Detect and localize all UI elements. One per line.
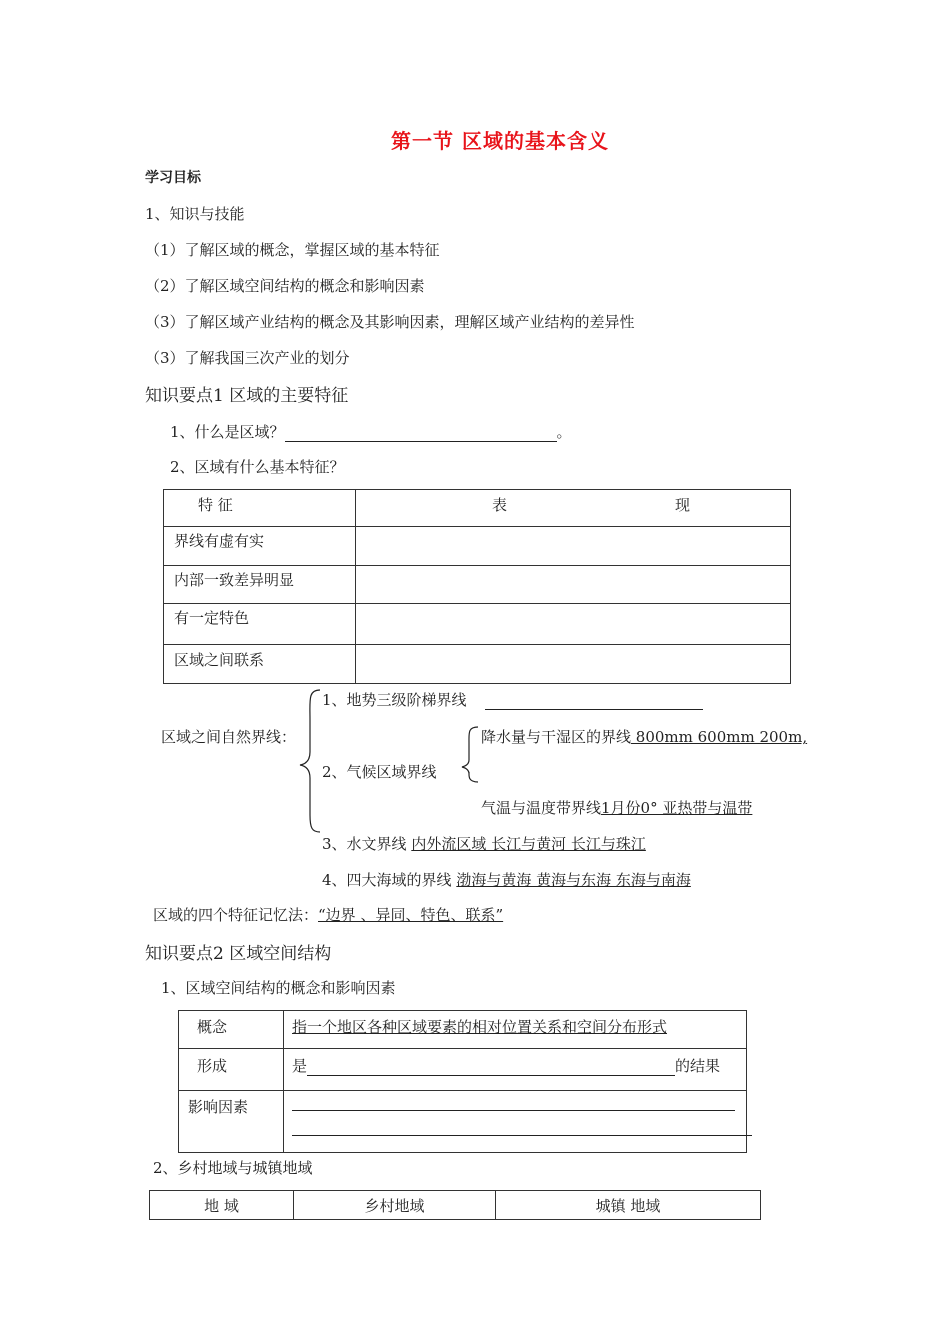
spatial-structure-table	[178, 1010, 747, 1153]
feature-cell: 有一定特色	[164, 604, 356, 645]
kp2-question-2: 2、乡村地域与城镇地域	[153, 1159, 313, 1177]
feature-cell: 内部一致差异明显	[164, 566, 356, 604]
climate-brace	[462, 727, 478, 782]
kp1-q1-end: 。	[556, 423, 572, 441]
concept-label: 概念	[179, 1011, 284, 1049]
boundary-2b	[481, 797, 752, 818]
boundary-4	[322, 869, 691, 890]
feature-cell: 区域之间联系	[164, 645, 356, 684]
region-compare-table	[149, 1190, 761, 1220]
header-urban: 城镇 地域	[496, 1191, 761, 1220]
boundary-3-label: 3、水文界线	[322, 835, 412, 853]
feature-cell: 界线有虚有实	[164, 527, 356, 566]
boundary-3-value: 内外流区域 长江与黄河 长江与珠江	[411, 835, 646, 853]
goals-heading: 学习目标	[145, 170, 201, 186]
kp1-question-2: 2、区域有什么基本特征？	[170, 458, 345, 476]
boundary-4-value: 渤海与黄海 黄海与东海 东海与南海	[456, 871, 691, 889]
header-show-1: 表	[492, 496, 508, 514]
answer-line[interactable]	[292, 1135, 752, 1136]
formation-prefix: 是	[292, 1057, 308, 1075]
boundary-2b-label: 气温与温度带界线	[481, 799, 602, 817]
boundary-2b-value: 1月份0° 亚热带与温带	[601, 799, 753, 817]
boundary-1	[322, 689, 703, 710]
kp1-heading: 知识要点1 区域的主要特征	[145, 386, 349, 406]
left-brace	[300, 690, 320, 832]
boundary-2a	[481, 726, 807, 747]
memo-line	[153, 904, 503, 925]
section1-heading: 1、知识与技能	[145, 205, 245, 223]
boundaries-label: 区域之间自然界线：	[161, 728, 297, 746]
memo-value: “边界 、异同、特色、联系”	[318, 906, 504, 924]
memo-label: 区域的四个特征记忆法：	[153, 906, 319, 924]
formation-suffix: 的结果	[675, 1057, 721, 1075]
boundary-2: 2、气候区域界线	[322, 763, 437, 781]
concept-value: 指一个地区各种区域要素的相对位置关系和空间分布形式	[292, 1018, 668, 1036]
goal-item: （3）了解区域产业结构的概念及其影响因素，理解区域产业结构的差异性	[145, 313, 635, 331]
goal-item: （2）了解区域空间结构的概念和影响因素	[145, 277, 425, 295]
concept-value-cell	[284, 1011, 747, 1049]
formation-cell	[284, 1049, 747, 1091]
header-feature: 特 征	[164, 490, 356, 527]
boundary-3	[322, 833, 646, 854]
factors-label: 影响因素	[179, 1091, 284, 1153]
boundary-1-text: 1、地势三级阶梯界线	[322, 691, 467, 709]
answer-line[interactable]	[292, 1110, 735, 1111]
header-rural: 乡村地域	[294, 1191, 496, 1220]
header-region: 地 域	[150, 1191, 294, 1220]
kp2-heading: 知识要点2 区域空间结构	[145, 944, 332, 964]
boundary-4-label: 4、四大海域的界线	[322, 871, 457, 889]
factors-cell	[284, 1091, 747, 1153]
goal-item: （1）了解区域的概念，掌握区域的基本特征	[145, 241, 440, 259]
boundary-2a-label: 降水量与干湿区的界线	[481, 728, 632, 746]
formation-label: 形成	[179, 1049, 284, 1091]
header-show-2: 现	[675, 496, 691, 514]
page-title: 第一节 区域的基本含义	[391, 129, 609, 153]
answer-blank[interactable]	[307, 1061, 675, 1076]
goal-item: （3）了解我国三次产业的划分	[145, 349, 350, 367]
kp2-question-1: 1、区域空间结构的概念和影响因素	[161, 979, 396, 997]
kp1-q1-text: 1、什么是区域？	[170, 423, 285, 441]
boundary-2a-value: 800mm 600mm 200m,	[631, 728, 808, 746]
answer-blank[interactable]	[485, 695, 703, 710]
